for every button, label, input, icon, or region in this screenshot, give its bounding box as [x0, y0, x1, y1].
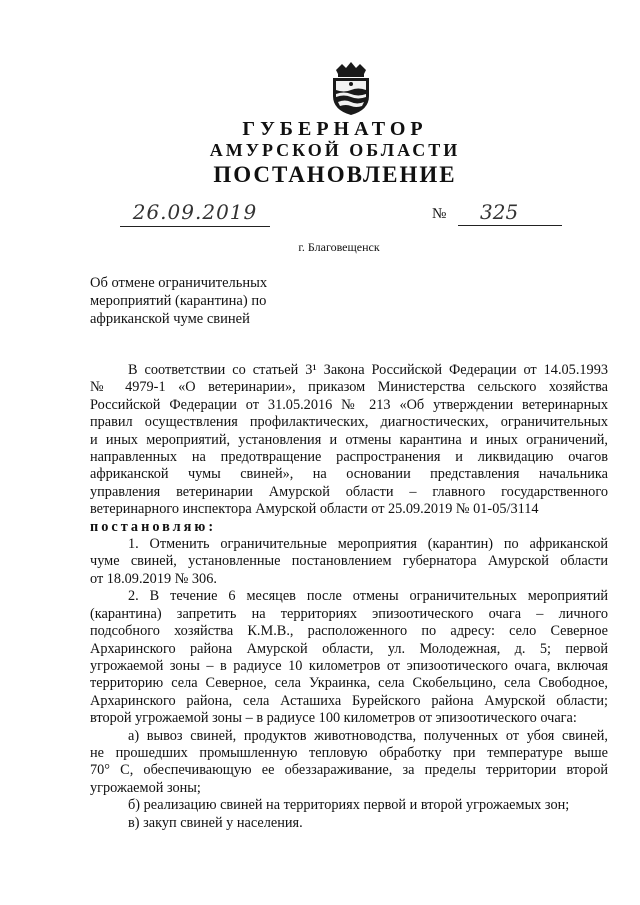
item2a-line: не прошедших промышленную тепловую обработку при температуре выше — [90, 744, 608, 761]
item1-line: от 18.09.2019 № 306. — [90, 570, 217, 587]
item2-line: подсобного хозяйства К.М.В., расположенного по адресу: село Северное — [90, 623, 608, 640]
subject-line: мероприятий (карантина) по — [90, 293, 267, 309]
item1-line: 1. Отменить ограничительные мероприятия (карантин) по африканской — [128, 536, 608, 553]
item2-line: угрожаемой зоны – в радиусе 10 километров от эпизоотического очага, включая — [90, 657, 608, 674]
subject-line: африканской чуме свиней — [90, 311, 250, 327]
preamble-line: № 4979-1 «О ветеринарии», приказом Министерства сельского хозяйства — [90, 379, 608, 396]
preamble-line: управления ветеринарии Амурской области – главного государственного — [90, 483, 608, 500]
preamble-line: Российской Федерации от 31.05.2016 № 213 «Об утверждении ветеринарных — [90, 396, 608, 413]
city-name: г. Благовещенск — [298, 240, 380, 254]
document-body — [90, 362, 608, 832]
document-number: 325 — [458, 200, 562, 226]
header-title-decree: ПОСТАНОВЛЕНИЕ — [213, 162, 457, 187]
subject-line: Об отмене ограничительных — [90, 275, 268, 291]
item2-line: Архаринского района Амурской области, ул. Молодежная, д. 5; первой — [90, 640, 608, 657]
number-label: № — [432, 206, 447, 222]
document-subject — [90, 274, 310, 328]
preamble-line: африканской чумы свиней», на основании представления начальника — [90, 466, 608, 483]
item2c-line: в) закуп свиней у населения. — [128, 814, 303, 831]
header-title-region: АМУРСКОЙ ОБЛАСТИ — [209, 140, 461, 160]
header-title-governor: ГУБЕРНАТОР — [242, 118, 428, 140]
preamble-line: ветеринарного инспектора Амурской области от 25.09.2019 № 01-05/3114 — [90, 501, 539, 518]
item2-line: Архаринского района, села Асташиха Бурейского района Амурской области; — [90, 692, 608, 709]
preamble-line: В соответствии со статьей 3¹ Закона Российской Федерации от 14.05.1993 — [128, 362, 608, 378]
item2a-line: угрожаемой зоны; — [90, 779, 201, 796]
preamble-line: и иных мероприятий, установления и отмены карантина и иных ограничений, — [90, 431, 608, 448]
document-date: 26.09.2019 — [120, 200, 270, 227]
item2b-line: б) реализацию свиней на территориях первой и второй угрожаемых зон; — [128, 797, 570, 814]
coat-of-arms-icon — [328, 60, 374, 116]
preamble-line: правил осуществления профилактических, диагностических, ограничительных — [90, 414, 608, 431]
item2a-line: 70° С, обеспечивающую ее обеззараживание, за пределы территории второй — [90, 762, 608, 779]
item1-line: чуме свиней, установленные постановлением губернатора Амурской области — [90, 553, 608, 570]
item2-line: 2. В течение 6 месяцев после отмены ограничительных мероприятий — [128, 588, 608, 605]
item2-line: второй угрожаемой зоны – в радиусе 100 километров от эпизоотического очага: — [90, 710, 577, 727]
item2a-line: а) вывоз свиней, продуктов животноводства, полученных от убоя свиней, — [128, 727, 608, 744]
preamble-line: направленных на предотвращение распространения и ликвидацию очагов — [90, 449, 608, 466]
item2-line: (карантина) запретить на территориях эпизоотического очага – личного — [90, 605, 608, 622]
item2-line: территорию села Северное, села Украинка, села Скобельцино, села Свободное, — [90, 675, 608, 692]
decree-word: постановляю: — [90, 518, 217, 535]
